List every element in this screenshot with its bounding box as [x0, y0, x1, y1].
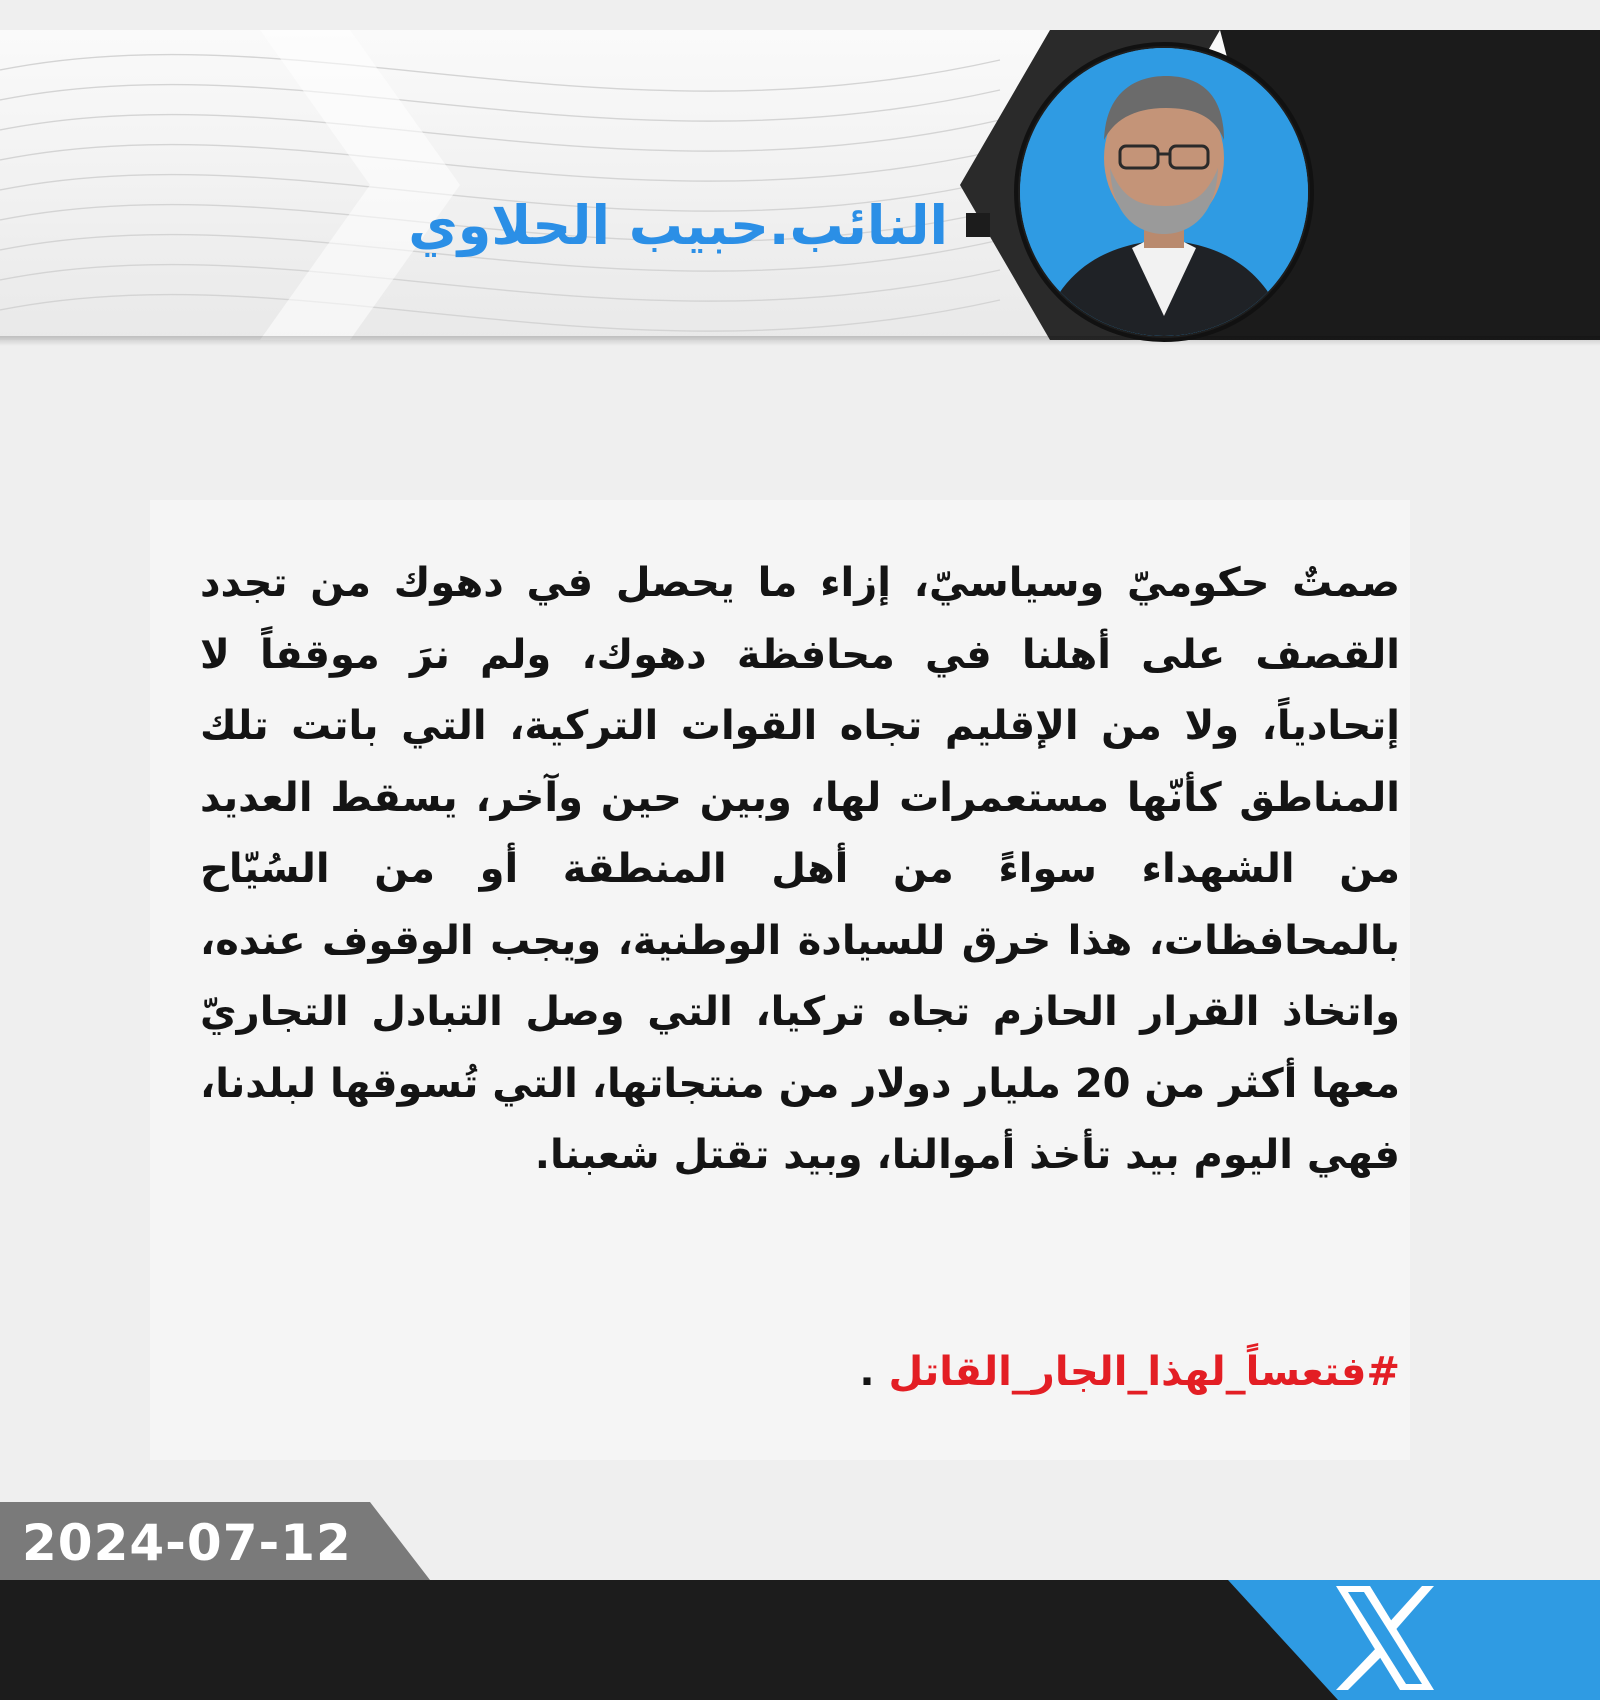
hashtag-line: [200, 1337, 1400, 1408]
post-body: صمتٌ حكوميّ وسياسيّ، إزاء ما يحصل في دهوك من تجدد القصف على أهلنا في محافظة دهوك، ولم نرَ موقفاً لا إتحادياً، ولا من الإقليم تجاه القوات التركية، التي باتت تلك المناطق كأنّها مستعمرات لها، وبين حين وآخر، يسقط العديد من الشهداء سواءً من أهل المنطقة أو من السُيّاح بالمحافظات، هذا خرق للسيادة الوطنية، ويجب الوقوف عنده، واتخاذ القرار الحازم تجاه تركيا، التي وصل التبادل التجاريّ معها أكثر من 20 مليار دولار من منتجاتها، التي تُسوقها لبلدنا، فهي اليوم بيد تأخذ أموالنا، وبيد تقتل شعبنا.: [200, 560, 1400, 1178]
author-name-row: [230, 180, 990, 270]
bullet-square-icon: [966, 213, 990, 237]
header-shadow: [0, 336, 1600, 346]
hashtag-link[interactable]: #فتعساً_لهذا_الجار_القاتل: [888, 1349, 1400, 1395]
author-name: النائب.حبيب الحلاوي: [408, 193, 948, 257]
x-logo-icon: [1330, 1582, 1440, 1694]
post-date: 2024-07-12: [22, 1514, 352, 1572]
avatar: [1020, 48, 1308, 336]
portrait-image: [1020, 48, 1308, 336]
hashtag-suffix: .: [859, 1349, 889, 1395]
